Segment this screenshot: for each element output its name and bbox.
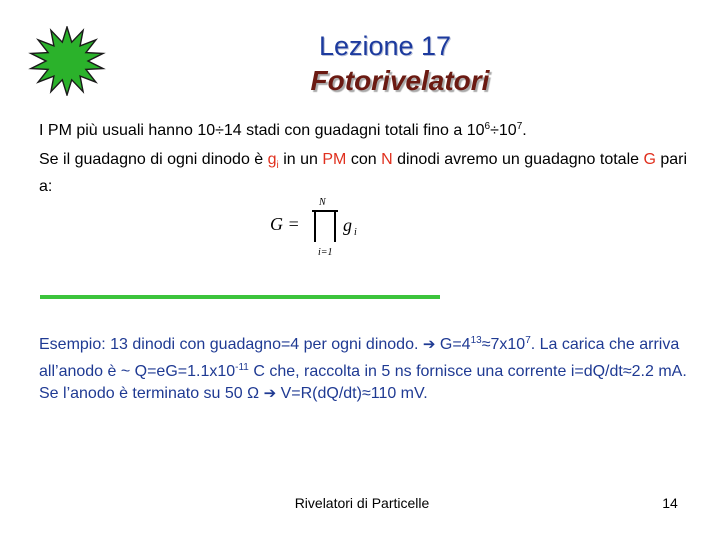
pm-stages-end: . [522, 122, 527, 139]
page-title: Lezione 17 [318, 31, 452, 61]
page-subtitle: Fotorivelatori [310, 65, 490, 96]
footer-course: Rivelatori di Particelle [294, 495, 430, 511]
formula-term-sub: i [354, 227, 357, 238]
example-text-5: C che, raccolta in 5 ns fornisce una corrente i=dQ/dt≈2.2 mA. Se l’anodo è terminato su 50 [39, 362, 687, 402]
gain-def-text-3: con [346, 151, 382, 168]
paragraph-example [39, 330, 699, 406]
title-block [240, 30, 530, 98]
example-exp-1: 13 [470, 335, 482, 346]
omega-symbol: Ω [247, 385, 260, 402]
product-formula [268, 194, 368, 260]
paragraph-pm-stages [39, 116, 699, 141]
gain-gi-sub: i [276, 160, 279, 172]
paragraph-gain-definition [39, 149, 689, 197]
example-text-1: : 13 dinodi con guadagno=4 per ogni dinodo. [101, 336, 419, 353]
pm-gain-exp-min: 6 [484, 121, 491, 132]
gain-def-text-4: dinodi avremo un guadagno totale [392, 151, 644, 168]
example-text-4: . La carica che arriva all’anodo è ~ Q=eG=1.1x10 [39, 336, 680, 380]
example-text-6: V=R(dQ/dt)≈110 mV. [276, 385, 428, 402]
example-text-2: G=4 [435, 336, 471, 353]
pm-gain-range-sep: ÷10 [490, 122, 517, 139]
formula-lower-limit: i=1 [318, 247, 333, 258]
example-exp-3: -11 [235, 361, 249, 373]
gain-gi [267, 151, 279, 172]
gain-def-text-1: Se il guadagno di ogni dinodo è [39, 151, 268, 168]
gain-g: G [643, 151, 656, 168]
page-number: 14 [662, 495, 678, 511]
pm-stages-text: I PM più usuali hanno 10÷14 stadi con guadagni totali fino a 10 [39, 122, 485, 139]
gain-n: N [381, 151, 393, 168]
right-arrow-icon: ➔ [263, 385, 277, 402]
formula-upper-limit: N [319, 197, 326, 208]
divider [40, 295, 440, 299]
gain-pm: PM [322, 151, 347, 168]
gain-gi-symbol: g [267, 151, 277, 168]
example-exp-2: 7 [525, 335, 531, 346]
example-label: Esempio [39, 336, 102, 353]
product-symbol-icon [312, 211, 338, 242]
starburst-icon [28, 26, 106, 96]
formula-lhs: G = [270, 214, 300, 234]
gain-def-text-5: pari a: [39, 151, 688, 196]
gain-def-text-2: in un [278, 151, 323, 168]
example-text-3: ≈7x10 [481, 336, 526, 353]
formula-term: g [343, 215, 352, 235]
pm-gain-exp-max: 7 [516, 121, 523, 132]
right-arrow-icon: ➔ [422, 336, 436, 353]
